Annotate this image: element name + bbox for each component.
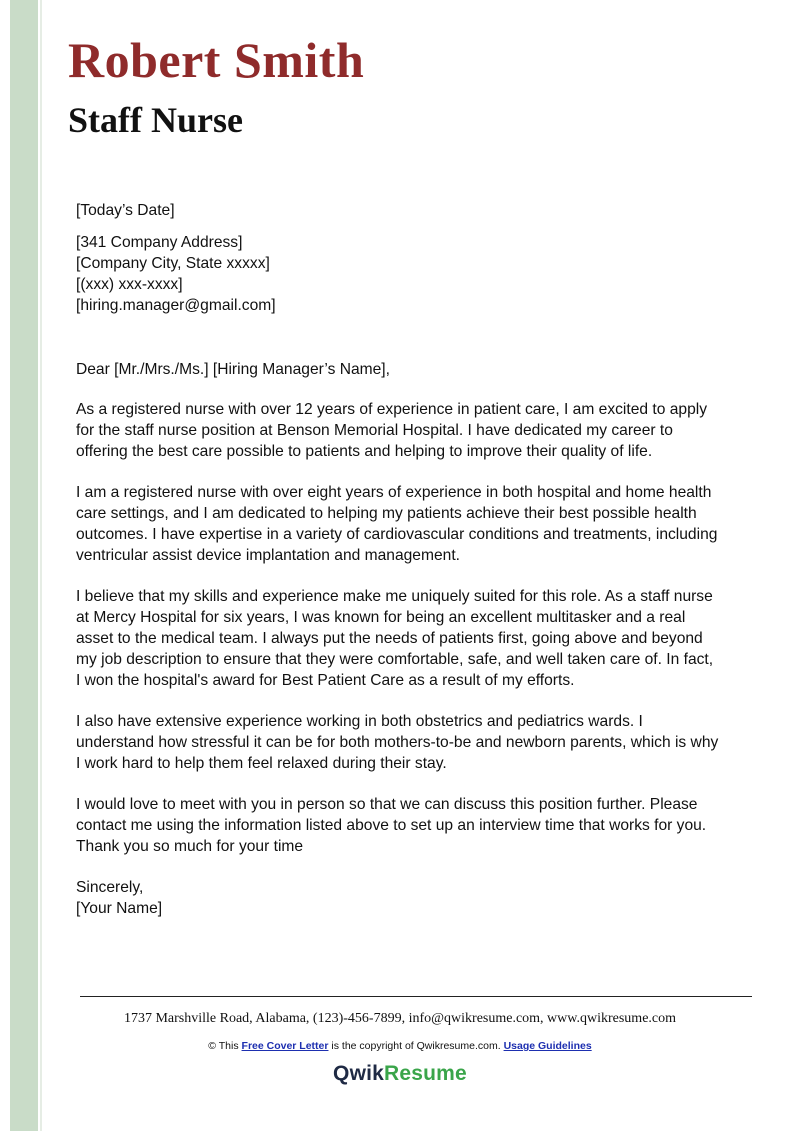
salutation-text: Dear [Mr./Mrs./Ms.] [Hiring Manager’s Name], xyxy=(76,361,390,378)
qwikresume-logo xyxy=(0,1062,800,1086)
footer-divider xyxy=(80,996,752,997)
address-line: [341 Company Address] xyxy=(76,234,243,251)
paragraph-1 xyxy=(76,399,766,462)
applicant-name: Robert Smith xyxy=(68,32,365,88)
copyright-prefix: © This xyxy=(208,1040,239,1052)
date-text: [Today’s Date] xyxy=(76,202,175,219)
copyright-middle: is the copyright of Qwikresume.com. xyxy=(331,1040,501,1052)
recipient-address xyxy=(76,232,766,316)
paragraph-line: my job description to ensure that they were comfortable, safe, and well taken care of. In fact, xyxy=(76,651,714,668)
free-cover-letter-link[interactable]: Free Cover Letter xyxy=(241,1040,329,1052)
paragraph-line: understand how stressful it can be for both mothers-to-be and newborn parents, which is why xyxy=(76,734,719,751)
usage-guidelines-link[interactable]: Usage Guidelines xyxy=(503,1040,592,1052)
logo-resume: Resume xyxy=(384,1062,467,1085)
copyright-notice xyxy=(0,1040,800,1052)
address-line: [(xxx) xxx-xxxx] xyxy=(76,276,183,293)
paragraph-line: I won the hospital's award for Best Patient Care as a result of my efforts. xyxy=(76,672,575,689)
signature-text: [Your Name] xyxy=(76,900,163,917)
logo-qwik: Qwik xyxy=(333,1062,385,1085)
paragraph-line: at Mercy Hospital for six years, I was known for being an excellent multitasker and a real xyxy=(76,609,686,626)
paragraph-line: I am a registered nurse with over eight years of experience in both hospital and home health xyxy=(76,484,712,501)
paragraph-line: for the staff nurse position at Benson Memorial Hospital. I have dedicated my career to xyxy=(76,422,673,439)
paragraph-line: As a registered nurse with over 12 years of experience in patient care, I am excited to apply xyxy=(76,401,708,418)
paragraph-4 xyxy=(76,711,766,774)
paragraph-3 xyxy=(76,586,766,691)
paragraph-line: offering the best care possible to patients and helping to improve their quality of life. xyxy=(76,443,653,460)
paragraph-line: I believe that my skills and experience make me uniquely suited for this role. As a staff nurse xyxy=(76,588,713,605)
paragraph-5 xyxy=(76,794,766,857)
paragraph-2 xyxy=(76,482,766,566)
letter-date xyxy=(76,200,766,221)
sidebar-accent-bar xyxy=(10,0,38,1131)
address-line: [Company City, State xxxxx] xyxy=(76,255,270,272)
paragraph-line: ventricular assist device implantation and management. xyxy=(76,547,460,564)
paragraph-line: Thank you so much for your time xyxy=(76,838,304,855)
salutation xyxy=(76,359,766,380)
sidebar-accent-line xyxy=(40,0,42,1131)
paragraph-line: care settings, and I am dedicated to helping my patients achieve their best possible health xyxy=(76,505,697,522)
address-line: [hiring.manager@gmail.com] xyxy=(76,297,276,314)
paragraph-line: contact me using the information listed above to set up an interview time that works for you. xyxy=(76,817,707,834)
paragraph-line: I would love to meet with you in person so that we can discuss this position further. Please xyxy=(76,796,698,813)
footer-contact: 1737 Marshville Road, Alabama, (123)-456-7899, info@qwikresume.com, www.qwikresume.com xyxy=(123,1011,677,1026)
paragraph-line: I work hard to help them feel relaxed during their stay. xyxy=(76,755,447,772)
paragraph-line: I also have extensive experience working in both obstetrics and pediatrics wards. I xyxy=(76,713,643,730)
closing-text: Sincerely, xyxy=(76,879,144,896)
paragraph-line: outcomes. I have expertise in a variety of cardiovascular conditions and treatments, including xyxy=(76,526,718,543)
paragraph-line: asset to the medical team. I always put the needs of patients first, going above and beyond xyxy=(76,630,703,647)
job-title: Staff Nurse xyxy=(68,100,243,140)
closing-block xyxy=(76,877,766,919)
